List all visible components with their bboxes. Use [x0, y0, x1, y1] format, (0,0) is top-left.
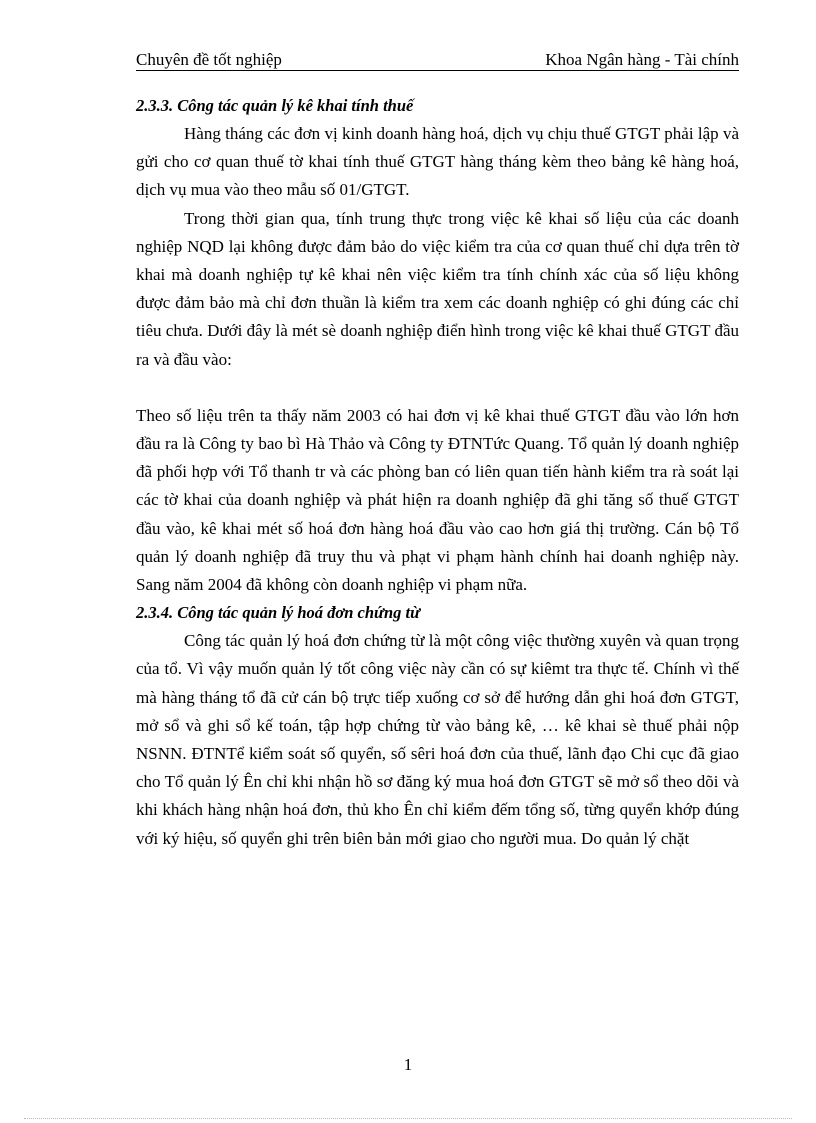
- section-heading-2-3-3: 2.3.3. Công tác quản lý kê khai tính thuế: [136, 96, 414, 115]
- bottom-border: [24, 1118, 792, 1119]
- paragraph: Công tác quản lý hoá đơn chứng từ là một công việc thường xuyên và quan trọng của tổ. Vì vậy muốn quản lý tốt công việc này cần có sự kiêmt tra thực tế. Chính vì thế mà hàng tháng tổ đã cử cán bộ trực tiếp xuống cơ sở để hướng dẫn ghi hoá đơn GTGT, mở sổ và ghi sổ kế toán, tập hợp chứng từ vào bảng kê, … kê khai sè thuế phải nộp NSNN. ĐTNTể kiểm soát số quyển, số sêri hoá đơn của thuế, lãnh đạo Chi cục đã giao cho Tổ quản lý Ên chỉ khi nhận hồ sơ đăng ký mua hoá đơn GTGT sẽ mở sổ theo dõi và khi khách hàng nhận hoá đơn, thủ kho Ên chỉ kiểm đếm tổng số, từng quyển khớp đúng với ký hiệu, số quyển ghi trên biên bản mới giao cho người mua. Do quản lý chặt: [136, 631, 739, 848]
- page-number: 1: [403, 1055, 413, 1074]
- paragraph: Trong thời gian qua, tính trung thực trong việc kê khai số liệu của các doanh nghiệp NQD lại không được đảm bảo do việc kiểm tra của cơ quan thuế chỉ dựa trên tờ khai mà doanh nghiệp tự kê khai nên việc kiểm tra tính chính xác của số liệu không được đảm bảo mà chỉ đơn thuần là kiểm tra xem các doanh nghiệp có ghi đúng các chỉ tiêu chưa. Dưới đây là mét sè doanh nghiệp điển hình trong việc kê khai thuế GTGT đầu ra và đầu vào:: [136, 208, 739, 369]
- header-thesis-title: Chuyên đề tốt nghiệp: [136, 50, 282, 69]
- blank-space: [136, 374, 739, 402]
- header-faculty: Khoa Ngân hàng - Tài chính: [545, 50, 739, 69]
- section-heading-2-3-4: 2.3.4. Công tác quản lý hoá đơn chứng từ: [136, 603, 420, 623]
- paragraph: Theo số liệu trên ta thấy năm 2003 có hai đơn vị kê khai thuế GTGT đầu vào lớn hơn đầu ra là Công ty bao bì Hà Thảo và Công ty ĐTNTức Quang. Tổ quản lý doanh nghiệp đã phối hợp với Tổ thanh tr và các phòng ban có liên quan tiến hành kiểm tra rà soát lại các tờ khai của doanh nghiệp và phát hiện ra doanh nghiệp đã ghi tăng số thuế GTGT đầu vào, kê khai mét số hoá đơn hàng hoá đầu vào cao hơn giá thị trường. Cán bộ Tổ quản lý doanh nghiệp đã truy thu và phạt vi phạm hành chính hai doanh nghiệp này. Sang năm 2004 đã không còn doanh nghiệp vi phạm nữa.: [136, 405, 739, 595]
- paragraph: Hàng tháng các đơn vị kinh doanh hàng hoá, dịch vụ chịu thuế GTGT phải lập và gửi cho cơ quan thuế tờ khai tính thuế GTGT hàng tháng kèm theo bảng kê hàng hoá, dịch vụ mua vào theo mẫu số 01/GTGT.: [136, 124, 739, 200]
- page-body: [136, 92, 739, 853]
- header-rule: [136, 70, 739, 71]
- page-header: [136, 50, 739, 72]
